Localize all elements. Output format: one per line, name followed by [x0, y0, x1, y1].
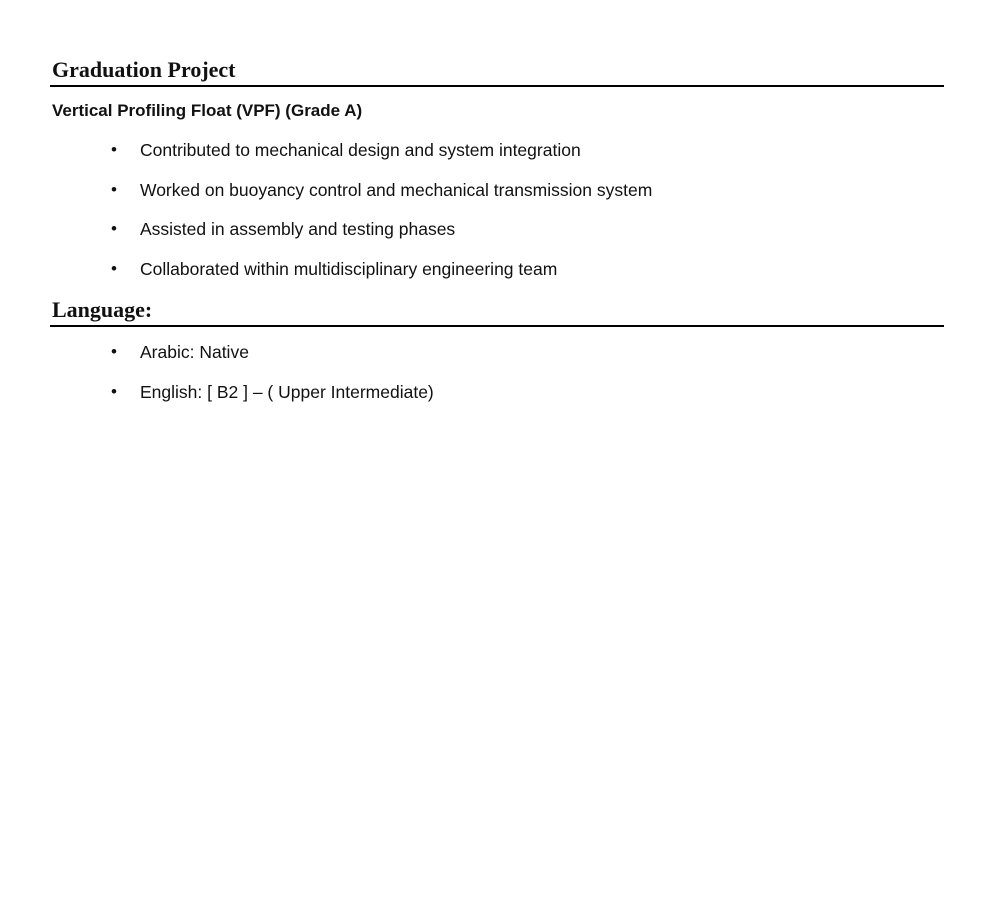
project-title: Vertical Profiling Float (VPF) (Grade A) [52, 101, 363, 120]
bullet-icon: • [111, 140, 117, 159]
list-item-text: English: [ B2 ] – ( Upper Intermediate) [140, 381, 434, 402]
project-bullet-list [50, 139, 944, 297]
list-item-text: Assisted in assembly and testing phases [140, 219, 456, 239]
list-item [50, 381, 944, 421]
list-item-text: Arabic: Native [140, 342, 249, 362]
bullet-icon: • [111, 179, 117, 199]
language-bullet-list [50, 341, 944, 420]
bullet-icon: • [111, 342, 117, 361]
bullet-icon: • [111, 258, 117, 278]
list-item [50, 341, 944, 381]
list-item-text: Contributed to mechanical design and system integration [140, 140, 581, 160]
bullet-icon: • [111, 381, 117, 401]
graduation-project-section [50, 57, 944, 297]
language-section [50, 297, 944, 420]
list-item-text: Collaborated within multidisciplinary engineering team [140, 258, 558, 279]
list-item [50, 218, 944, 258]
list-item [50, 258, 944, 298]
section-heading-graduation-project: Graduation Project [50, 57, 944, 87]
list-item-text: Worked on buoyancy control and mechanical transmission system [140, 179, 653, 200]
bullet-icon: • [111, 219, 117, 238]
section-heading-language: Language: [50, 297, 944, 327]
list-item [50, 179, 944, 219]
list-item [50, 139, 944, 179]
